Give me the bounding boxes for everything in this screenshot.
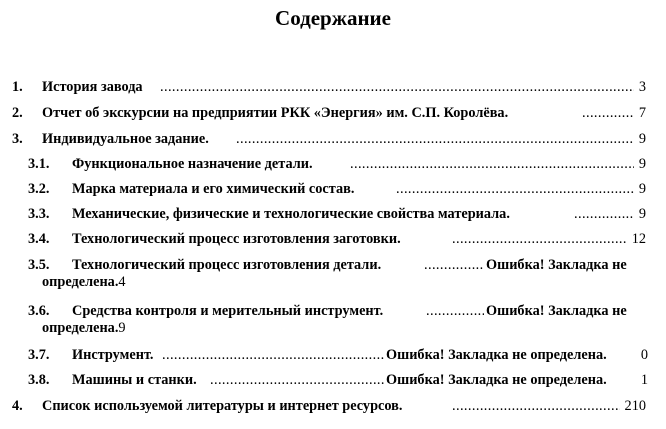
toc-page-number: 3 [638,79,646,95]
toc-error-continuation: определена. [42,274,119,290]
toc-entry-number: 2. [12,105,23,121]
toc-leader [210,371,384,389]
toc-entry-title[interactable]: Функциональное назначение детали. [72,156,313,172]
toc-entry-number: 3.4. [28,231,50,247]
toc-leader [582,104,634,122]
toc-error-text: Ошибка! Закладка не определена. [386,347,607,363]
toc-entry-title[interactable]: Марка материала и его химический состав. [72,181,355,197]
toc-entry-title[interactable]: Машины и станки. [72,372,197,388]
toc-entry-3-1[interactable] [0,155,666,173]
toc-leader [396,180,634,198]
toc-entry-4[interactable] [0,397,666,415]
toc-page-number: 9 [638,181,646,197]
toc-entry-number: 3.5. [28,257,50,273]
toc-entry-title[interactable]: Технологический процесс изготовления детали. [72,257,382,273]
toc-entry-3-6[interactable] [0,302,666,320]
toc-entry-3[interactable] [0,130,666,148]
toc-entry-number: 3.6. [28,303,50,319]
toc-page-number: 0 [640,347,648,363]
toc-entry-2[interactable] [0,104,666,122]
toc-entry-3-5-continuation [42,273,126,291]
toc-leader [426,302,484,320]
toc-page-number: 9 [638,131,646,147]
toc-entry-title[interactable]: Механические, физические и технологические свойства материала. [72,206,510,222]
toc-leader [574,205,634,223]
toc-entry-3-2[interactable] [0,180,666,198]
toc-entry-title[interactable]: Технологический процесс изготовления заготовки. [72,231,401,247]
toc-title: Содержание [275,6,391,30]
toc-entry-number: 3.3. [28,206,50,222]
toc-page-number: 7 [638,105,646,121]
toc-entry-title[interactable]: Отчет об экскурсии на предприятии РКК «Энергия» им. С.П. Королёва. [42,105,509,121]
toc-entry-3-8[interactable] [0,371,666,389]
toc-error-text: Ошибка! Закладка не определена. [386,372,607,388]
toc-entry-1[interactable] [0,78,666,96]
toc-leader [350,155,634,173]
toc-page-number: 12 [631,231,646,247]
toc-entry-title[interactable]: Инструмент. [72,347,154,363]
toc-error-text: Ошибка! Закладка не [486,257,627,273]
toc-error-continuation: определена. [42,320,119,336]
toc-entry-title[interactable]: Индивидуальное задание. [42,131,209,147]
toc-leader [424,256,484,274]
toc-entry-3-7[interactable] [0,346,666,364]
toc-entry-number: 4. [12,398,23,414]
toc-page-number: 1 [640,372,648,388]
toc-entry-3-4[interactable] [0,230,666,248]
toc-leader [452,397,620,415]
toc-entry-number: 3.1. [28,156,50,172]
toc-entry-3-6-continuation [42,319,126,337]
toc-page-number: 9 [638,156,646,172]
toc-entry-title[interactable]: Средства контроля и мерительный инструмент. [72,303,384,319]
toc-entry-number: 1. [12,79,23,95]
toc-page-number: 210 [624,398,646,414]
toc-entry-number: 3.8. [28,372,50,388]
toc-page-number: 4 [118,274,126,290]
toc-leader [452,230,626,248]
toc-entry-3-5[interactable] [0,256,666,274]
toc-page-number: 9 [118,320,126,336]
toc-entry-title[interactable]: Список используемой литературы и интернет ресурсов. [42,398,403,414]
toc-entry-number: 3.2. [28,181,50,197]
toc-leader [236,130,634,148]
toc-entry-title[interactable]: История завода [42,79,143,95]
toc-entry-number: 3.7. [28,347,50,363]
toc-leader [160,78,634,96]
toc-leader [162,346,384,364]
toc-entry-number: 3. [12,131,23,147]
toc-page-number: 9 [638,206,646,222]
toc-error-text: Ошибка! Закладка не [486,303,627,319]
toc-entry-3-3[interactable] [0,205,666,223]
